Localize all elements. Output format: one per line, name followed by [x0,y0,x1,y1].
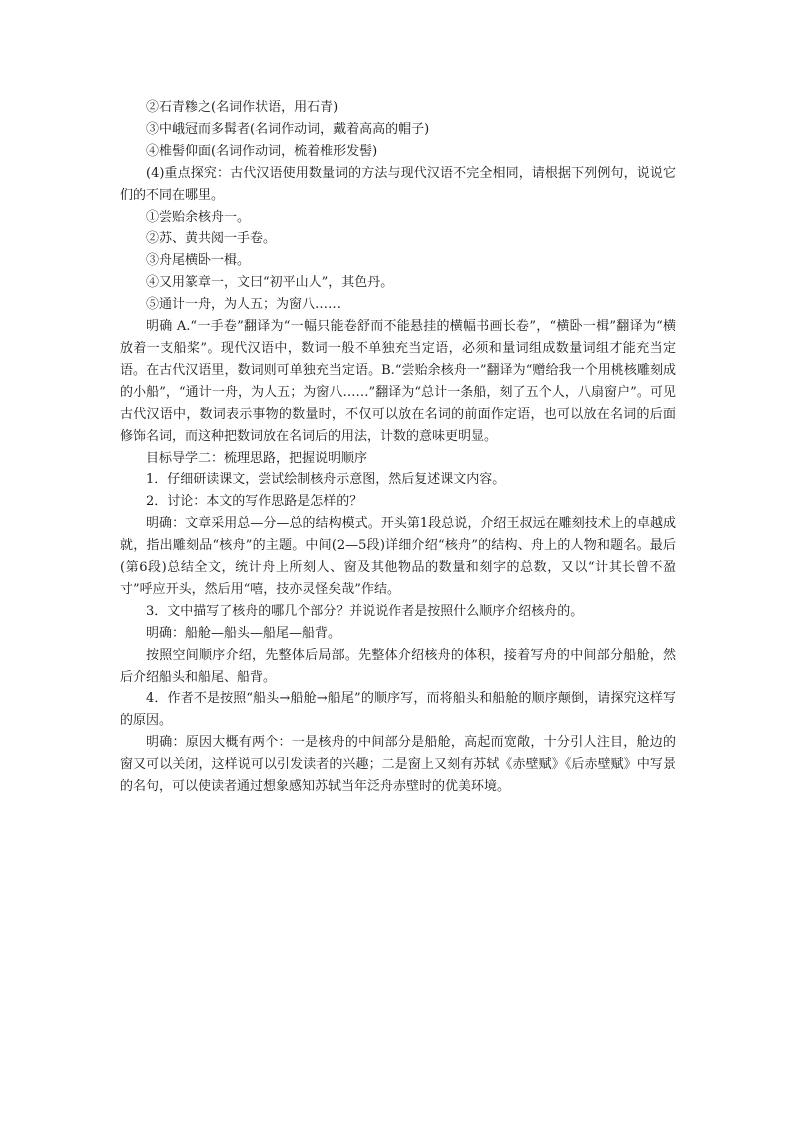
paragraph-13: 2．讨论：本文的写作思路是怎样的？ [146,494,363,510]
paragraph-19: 明确：原因大概有两个：一是核舟的中间部分是船舱，高起而宽敞，十分引人注目，舱边的窗又可以关闭，这样说可以引发读者的兴趣；二是窗上又刻有苏轼《赤壁赋》《后赤壁赋》中写景的名句，可以使读者通过想象感知苏轼当年泛舟赤壁时的优美环境。 [120,735,676,795]
paragraph-15: 3．文中描写了核舟的哪几个部分？并说说作者是按照什么顺序介绍核舟的。 [146,603,584,619]
paragraph-6: ②苏、黄共阅一手卷。 [146,231,277,247]
paragraph-4: (4)重点探究：古代汉语使用数量词的方法与现代汉语不完全相同，请根据下列例句，说说它们的不同在哪里。 [120,165,676,203]
paragraph-8: ④又用篆章一，文曰“初平山人”，其色丹。 [146,275,394,291]
paragraph-5: ①尝贻余核舟一。 [146,209,251,225]
paragraph-2: ③中峨冠而多髯者(名词作动词，戴着高高的帽子) [146,121,430,137]
paragraph-14: 明确：文章采用总—分—总的结构模式。开头第1段总说，介绍王叔远在雕刻技术上的卓越成就，指出雕刻品“核舟”的主题。中间(2—5段)详细介绍“核舟”的结构、舟上的人物和题名。最后(第6段)总结全文，统计舟上所刻人、窗及其他物品的数量和刻字的总数，又以“计其长曾不盈寸”呼应开头，然后用“嘻，技亦灵怪矣哉”作结。 [120,516,676,597]
section-heading: 目标导学二：梳理思路，把握说明顺序 [146,450,368,466]
paragraph-1: ②石青糁之(名词作状语，用石青) [146,100,339,115]
paragraph-17: 按照空间顺序介绍，先整体后局部。先整体介绍核舟的体积，接着写舟的中间部分船舱，然后介绍船头和船尾、船背。 [120,647,676,685]
paragraph-12: 1．仔细研读课文，尝试绘制核舟示意图，然后复述课文内容。 [146,472,506,488]
paragraph-7: ③舟尾横卧一楫。 [146,253,251,269]
paragraph-18: 4．作者不是按照“船头→船舱→船尾”的顺序写，而将船头和船舱的顺序颠倒，请探究这样写的原因。 [120,691,676,729]
paragraph-9: ⑤通计一舟，为人五；为窗八…… [146,297,342,313]
paragraph-10: 明确 A.“一手卷”翻译为“一幅只能卷舒而不能悬挂的横幅书画长卷”，“横卧一楫”翻译为“横放着一支船桨”。现代汉语中，数词一般不单独充当定语，必须和量词组成数量词组才能充当定语。在古代汉语里，数词则可单独充当定语。B.“尝贻余核舟一”翻译为“赠给我一个用桃核雕刻成的小船”，“通计一舟，为人五；为窗八……”翻译为“总计一条船，刻了五个人，八扇窗户”。可见古代汉语中，数词表示事物的数量时，不仅可以放在名词的前面作定语，也可以放在名词的后面修饰名词，而这种把数词放在名词后的用法，计数的意味更明显。 [120,319,676,444]
document-body [120,97,676,798]
paragraph-16: 明确：船舱—船头—船尾—船背。 [146,625,342,641]
paragraph-3: ④椎髻仰面(名词作动词，梳着椎形发髻) [146,143,378,159]
